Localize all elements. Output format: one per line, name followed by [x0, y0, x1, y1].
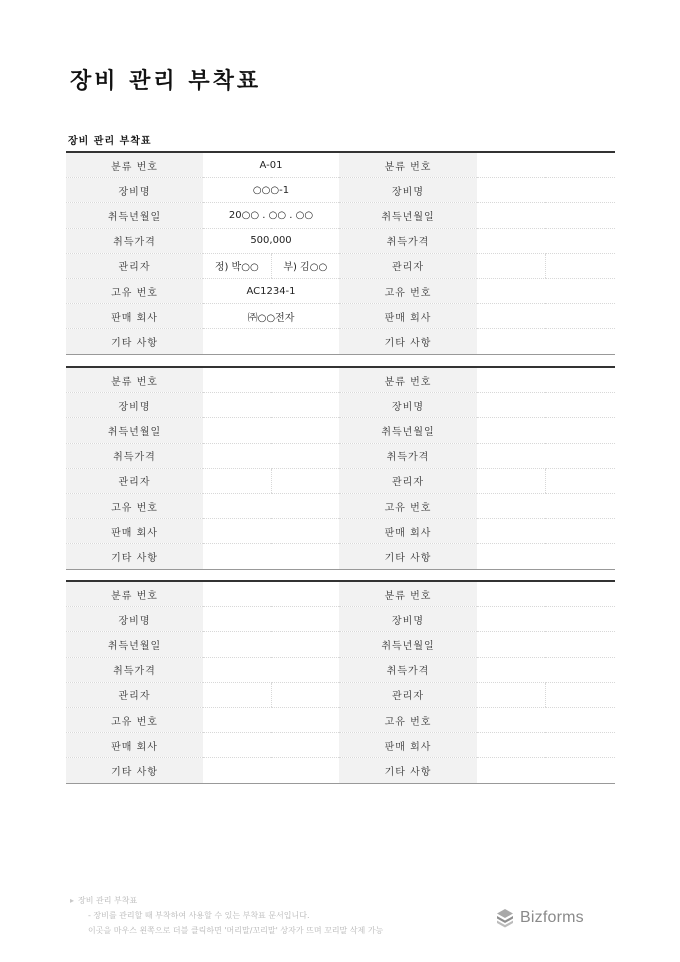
manager-label: 관리자: [66, 682, 203, 707]
bizforms-logo-icon: [495, 908, 515, 928]
manager-secondary-value[interactable]: 부) 김○○: [271, 253, 339, 278]
serial-no-label: 고유 번호: [339, 493, 477, 518]
serial-no-value[interactable]: [203, 707, 339, 732]
category-no-value[interactable]: A-01: [203, 152, 339, 178]
category-no-value[interactable]: [203, 581, 339, 607]
equipment-name-label: 장비명: [339, 607, 477, 632]
serial-no-value[interactable]: [477, 493, 615, 518]
acquisition-date-label: 취득년월일: [66, 418, 203, 443]
notes-label: 기타 사항: [66, 329, 203, 354]
bullet-icon: ▸: [70, 896, 75, 905]
manager-label: 관리자: [339, 682, 477, 707]
brand-logo: [495, 908, 584, 928]
vendor-value[interactable]: [477, 304, 615, 329]
manager-secondary-value[interactable]: [271, 468, 339, 493]
acquisition-date-value[interactable]: [203, 418, 339, 443]
table-row: [66, 178, 615, 203]
manager-primary-value[interactable]: [477, 682, 545, 707]
equipment-name-value[interactable]: [203, 393, 339, 418]
acquisition-date-label: 취득년월일: [339, 203, 477, 228]
footer-hint: 이곳을 마우스 왼쪽으로 더블 클릭하면 '머리말/꼬리말' 상자가 뜨며 꼬리말 삭제 가능: [88, 926, 384, 935]
table-row: [66, 733, 615, 758]
table-row: [66, 152, 615, 178]
acquisition-price-value[interactable]: [203, 443, 339, 468]
vendor-value[interactable]: [203, 733, 339, 758]
table-row: [66, 278, 615, 303]
vendor-label: 판매 회사: [339, 519, 477, 544]
equipment-name-value[interactable]: [477, 607, 615, 632]
notes-value[interactable]: [203, 758, 339, 783]
manager-primary-value[interactable]: 정) 박○○: [203, 253, 271, 278]
serial-no-label: 고유 번호: [66, 707, 203, 732]
acquisition-date-value[interactable]: [477, 203, 615, 228]
notes-value[interactable]: [203, 329, 339, 354]
vendor-value[interactable]: [477, 519, 615, 544]
table-row: [66, 758, 615, 783]
notes-label: 기타 사항: [339, 544, 477, 569]
notes-value[interactable]: [477, 758, 615, 783]
table-row: [66, 581, 615, 607]
equipment-name-value[interactable]: [477, 393, 615, 418]
acquisition-price-value[interactable]: [477, 657, 615, 682]
notes-value[interactable]: [477, 329, 615, 354]
table-row: [66, 228, 615, 253]
manager-primary-value[interactable]: [203, 468, 271, 493]
category-no-label: 분류 번호: [66, 152, 203, 178]
acquisition-date-value[interactable]: [203, 632, 339, 657]
acquisition-date-value[interactable]: [477, 418, 615, 443]
table-row: [66, 657, 615, 682]
table-row: [66, 468, 615, 493]
notes-label: 기타 사항: [66, 758, 203, 783]
table-row: [66, 707, 615, 732]
manager-label: 관리자: [339, 468, 477, 493]
serial-no-label: 고유 번호: [66, 493, 203, 518]
acquisition-price-label: 취득가격: [66, 657, 203, 682]
section-label: 장비 관리 부착표: [68, 136, 152, 147]
acquisition-price-value[interactable]: [477, 443, 615, 468]
acquisition-price-label: 취득가격: [339, 228, 477, 253]
acquisition-date-label: 취득년월일: [66, 203, 203, 228]
manager-secondary-value[interactable]: [271, 682, 339, 707]
table-row: [66, 607, 615, 632]
vendor-value[interactable]: [477, 733, 615, 758]
acquisition-price-value[interactable]: 500,000: [203, 228, 339, 253]
serial-no-label: 고유 번호: [339, 707, 477, 732]
manager-secondary-value[interactable]: [545, 682, 615, 707]
serial-no-label: 고유 번호: [339, 278, 477, 303]
category-no-label: 분류 번호: [66, 367, 203, 393]
manager-primary-value[interactable]: [203, 682, 271, 707]
category-no-value[interactable]: [477, 581, 615, 607]
serial-no-value[interactable]: [477, 707, 615, 732]
vendor-label: 판매 회사: [66, 733, 203, 758]
category-no-value[interactable]: [203, 367, 339, 393]
table-row: [66, 632, 615, 657]
manager-primary-value[interactable]: [477, 253, 545, 278]
category-no-label: 분류 번호: [339, 581, 477, 607]
table-row: [66, 329, 615, 354]
notes-value[interactable]: [203, 544, 339, 569]
manager-label: 관리자: [339, 253, 477, 278]
notes-label: 기타 사항: [339, 329, 477, 354]
vendor-value[interactable]: ㈜○○전자: [203, 304, 339, 329]
category-no-label: 분류 번호: [339, 152, 477, 178]
manager-label: 관리자: [66, 468, 203, 493]
manager-primary-value[interactable]: [477, 468, 545, 493]
table-row: [66, 443, 615, 468]
vendor-label: 판매 회사: [339, 304, 477, 329]
equipment-name-label: 장비명: [66, 393, 203, 418]
category-no-label: 분류 번호: [66, 581, 203, 607]
notes-label: 기타 사항: [339, 758, 477, 783]
vendor-value[interactable]: [203, 519, 339, 544]
acquisition-price-label: 취득가격: [339, 443, 477, 468]
acquisition-date-label: 취득년월일: [339, 632, 477, 657]
category-no-value[interactable]: [477, 152, 615, 178]
table-row: [66, 682, 615, 707]
acquisition-date-label: 취득년월일: [66, 632, 203, 657]
footer-description: - 장비를 관리할 때 부착하여 사용할 수 있는 부착표 문서입니다.: [88, 911, 310, 920]
equipment-name-label: 장비명: [339, 393, 477, 418]
equipment-name-value[interactable]: ○○○-1: [203, 178, 339, 203]
brand-name: Bizforms: [520, 909, 584, 926]
footer-title-line: [70, 893, 383, 908]
vendor-label: 판매 회사: [339, 733, 477, 758]
table-row: [66, 418, 615, 443]
page-footer[interactable]: [70, 893, 383, 938]
acquisition-price-label: 취득가격: [339, 657, 477, 682]
notes-label: 기타 사항: [66, 544, 203, 569]
serial-no-value[interactable]: AC1234-1: [203, 278, 339, 303]
equipment-name-value[interactable]: [477, 178, 615, 203]
table-row: [66, 393, 615, 418]
table-row: [66, 253, 615, 278]
manager-label: 관리자: [66, 253, 203, 278]
equipment-name-label: 장비명: [66, 178, 203, 203]
table-row: [66, 304, 615, 329]
page-title: 장비 관리 부착표: [70, 69, 262, 94]
category-no-label: 분류 번호: [339, 367, 477, 393]
acquisition-date-label: 취득년월일: [339, 418, 477, 443]
serial-no-value[interactable]: [203, 493, 339, 518]
manager-secondary-value[interactable]: [545, 468, 615, 493]
acquisition-date-value[interactable]: [477, 632, 615, 657]
equipment-name-label: 장비명: [339, 178, 477, 203]
manager-secondary-value[interactable]: [545, 253, 615, 278]
footer-title: 장비 관리 부착표: [78, 896, 138, 905]
table-row: [66, 493, 615, 518]
acquisition-price-value[interactable]: [203, 657, 339, 682]
acquisition-price-label: 취득가격: [66, 228, 203, 253]
vendor-label: 판매 회사: [66, 304, 203, 329]
table-row: [66, 367, 615, 393]
table-row: [66, 519, 615, 544]
vendor-label: 판매 회사: [66, 519, 203, 544]
equipment-tag-table-2: [66, 366, 615, 570]
serial-no-label: 고유 번호: [66, 278, 203, 303]
acquisition-price-value[interactable]: [477, 228, 615, 253]
serial-no-value[interactable]: [477, 278, 615, 303]
notes-value[interactable]: [477, 544, 615, 569]
category-no-value[interactable]: [477, 367, 615, 393]
equipment-tag-table-3: [66, 580, 615, 784]
acquisition-price-label: 취득가격: [66, 443, 203, 468]
equipment-name-value[interactable]: [203, 607, 339, 632]
table-row: [66, 203, 615, 228]
acquisition-date-value[interactable]: 20○○ . ○○ . ○○: [203, 203, 339, 228]
equipment-tag-table-1: [66, 151, 615, 355]
table-row: [66, 544, 615, 569]
equipment-name-label: 장비명: [66, 607, 203, 632]
